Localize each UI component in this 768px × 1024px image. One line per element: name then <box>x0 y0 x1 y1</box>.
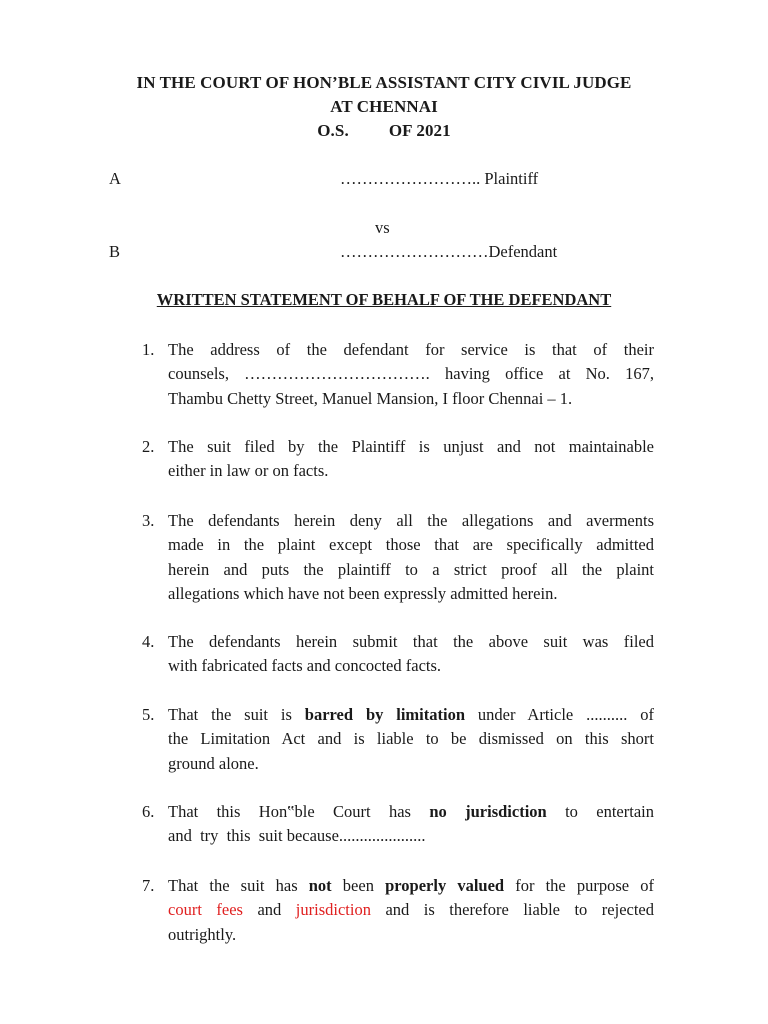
red-phrase: court fees <box>168 900 243 920</box>
text-run: been <box>331 876 386 895</box>
item-number: 5. <box>142 705 155 724</box>
item-line <box>168 800 654 824</box>
os-year: OF 2021 <box>388 121 451 140</box>
item-number: 7. <box>142 876 155 895</box>
text-run: under Article .......... of <box>465 705 654 724</box>
item-line: The address of the defendant for service is that of their <box>168 340 654 359</box>
list-item <box>142 435 654 484</box>
item-line: allegations which have not been expressly admitted herein. <box>168 583 558 603</box>
item-line: herein and puts the plaintiff to a strict proof all the plaint <box>168 559 654 579</box>
document-title: WRITTEN STATEMENT OF BEHALF OF THE DEFENDANT <box>156 290 612 309</box>
list-item <box>142 509 654 606</box>
item-text <box>168 435 654 484</box>
text-run: That the suit has <box>168 876 309 895</box>
defendant-name: B <box>109 242 121 261</box>
court-heading: IN THE COURT OF HON’BLE ASSISTANT CITY CIVIL JUDGE <box>136 73 632 92</box>
item-text <box>168 338 654 411</box>
item-line: the Limitation Act and is liable to be dismissed on this short <box>168 729 654 749</box>
item-line: with fabricated facts and concocted facts. <box>168 656 442 676</box>
bold-phrase: not <box>308 876 332 895</box>
defendant-role: ………………………Defendant <box>340 242 558 261</box>
item-number: 1. <box>142 340 155 359</box>
item-number: 4. <box>142 632 155 651</box>
list-item <box>142 800 654 849</box>
red-phrase: jurisdiction <box>295 900 371 920</box>
item-line: The defendants herein deny all the allegations and averments <box>168 511 654 530</box>
item-line: counsels, ……………………………. having office at No. 167, <box>168 364 654 384</box>
text-run: and is therefore liable to rejected <box>370 900 655 920</box>
item-line: and try this suit because..................... <box>168 826 426 846</box>
bold-phrase: properly valued <box>385 876 505 895</box>
item-text <box>168 703 654 776</box>
item-line: Thambu Chetty Street, Manuel Mansion, I floor Chennai – 1. <box>168 388 573 408</box>
item-number: 2. <box>142 437 155 456</box>
os-label: O.S. <box>317 121 349 140</box>
item-line: made in the plaint except those that are specifically admitted <box>168 535 654 555</box>
item-line: either in law or on facts. <box>168 461 329 481</box>
bold-phrase: barred by limitation <box>304 705 465 724</box>
item-line <box>168 874 654 898</box>
list-item <box>142 630 654 679</box>
item-line: The suit filed by the Plaintiff is unjust and not maintainable <box>168 437 654 456</box>
item-text <box>168 630 654 679</box>
item-text <box>168 800 654 849</box>
item-number: 6. <box>142 802 155 821</box>
plaintiff-role: …………………….. Plaintiff <box>340 169 539 188</box>
item-text <box>168 509 654 606</box>
item-line: outrightly. <box>168 924 237 944</box>
item-number: 3. <box>142 511 155 530</box>
item-line: ground alone. <box>168 753 259 773</box>
bold-phrase: no jurisdiction <box>429 802 547 821</box>
list-item <box>142 874 654 947</box>
list-item <box>142 338 654 411</box>
text-run: That this Hon‟ble Court has <box>168 802 430 821</box>
text-run: That the suit is <box>168 705 305 724</box>
text-run: to entertain <box>546 802 654 821</box>
court-location: AT CHENNAI <box>330 97 438 116</box>
item-line <box>168 703 654 727</box>
text-run: and <box>242 900 296 920</box>
item-line <box>168 898 654 922</box>
text-run: for the purpose of <box>504 876 654 895</box>
plaintiff-name: A <box>109 169 121 188</box>
versus-label: vs <box>375 218 390 237</box>
item-line: The defendants herein submit that the above suit was filed <box>168 632 654 651</box>
list-item <box>142 703 654 776</box>
item-text <box>168 874 654 947</box>
suit-number <box>0 121 768 141</box>
